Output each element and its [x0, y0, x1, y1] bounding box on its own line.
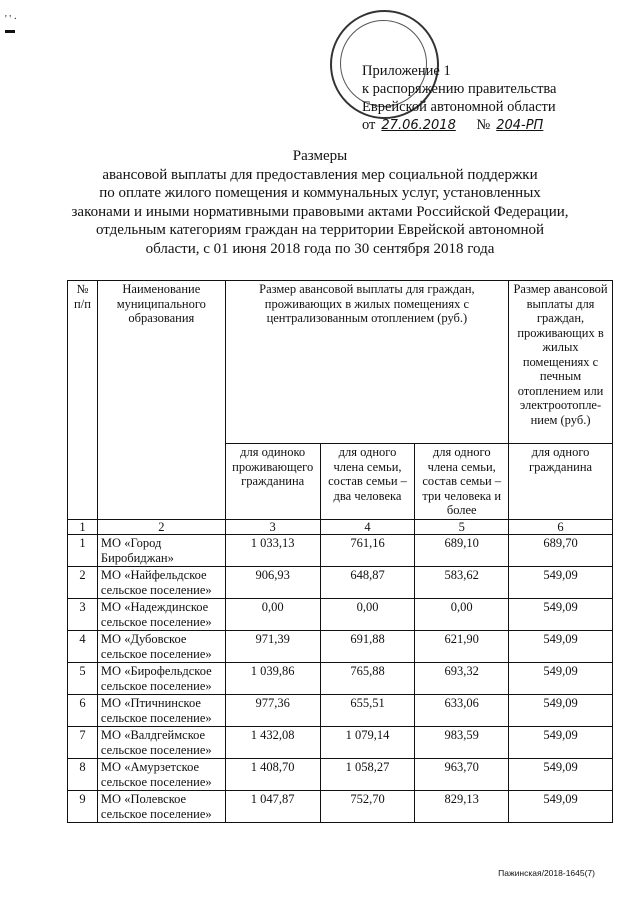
col-number: 5 [415, 519, 509, 535]
col-number: 3 [225, 519, 320, 535]
value-three-plus: 829,13 [415, 791, 509, 823]
value-stove: 549,09 [509, 663, 613, 695]
value-two-person: 761,16 [320, 535, 415, 567]
value-stove: 689,70 [509, 535, 613, 567]
table-row [68, 535, 613, 567]
row-number: 7 [68, 727, 98, 759]
value-single: 977,36 [225, 695, 320, 727]
header-stove: Размер авансовой выплаты для граждан, проживающих в жилых помещениях с печным отоплением или электроотопле-нием (руб.) [509, 281, 613, 444]
table-row [68, 663, 613, 695]
header-sub3: для одного члена семьи, состав семьи – три человека и более [415, 444, 509, 520]
value-single: 971,39 [225, 631, 320, 663]
appendix-date-number [362, 116, 557, 135]
value-three-plus: 983,59 [415, 727, 509, 759]
value-three-plus: 633,06 [415, 695, 509, 727]
value-stove: 549,09 [509, 759, 613, 791]
title-line: авансовой выплаты для предоставления мер социальной поддержки [102, 166, 538, 183]
row-number: 6 [68, 695, 98, 727]
value-single: 1 432,08 [225, 727, 320, 759]
value-three-plus: 693,32 [415, 663, 509, 695]
row-number: 2 [68, 567, 98, 599]
payments-table [67, 280, 613, 823]
value-single: 906,93 [225, 567, 320, 599]
appendix-line1: Приложение 1 [362, 63, 451, 79]
table-row [68, 759, 613, 791]
value-three-plus: 963,70 [415, 759, 509, 791]
value-three-plus: 583,62 [415, 567, 509, 599]
municipality-name: МО «Валдгеймское сельское поселение» [97, 727, 225, 759]
row-number: 5 [68, 663, 98, 695]
municipality-name: МО «Амурзетское сельское поселение» [97, 759, 225, 791]
value-two-person: 752,70 [320, 791, 415, 823]
value-stove: 549,09 [509, 791, 613, 823]
title-line: области, с 01 июня 2018 года по 30 сентября 2018 года [145, 240, 495, 257]
header-sub1: для одиноко проживающего гражданина [225, 444, 320, 520]
appendix-block [362, 62, 557, 135]
date-prefix: от [362, 117, 376, 133]
header-central: Размер авансовой выплаты для граждан, проживающих в жилых помещениях с централизованным отоплением (руб.) [225, 281, 508, 444]
row-number: 4 [68, 631, 98, 663]
scan-marks: ' ' · ▬ [5, 14, 17, 36]
row-number: 3 [68, 599, 98, 631]
value-two-person: 765,88 [320, 663, 415, 695]
row-number: 8 [68, 759, 98, 791]
municipality-name: МО «Дубовское сельское поселение» [97, 631, 225, 663]
value-stove: 549,09 [509, 631, 613, 663]
value-two-person: 655,51 [320, 695, 415, 727]
value-three-plus: 0,00 [415, 599, 509, 631]
title-line: законами и иными нормативными правовыми актами Российской Федерации, [71, 203, 569, 220]
value-two-person: 1 058,27 [320, 759, 415, 791]
row-number: 1 [68, 535, 98, 567]
header-name: Наименование муниципального образования [97, 281, 225, 520]
value-single: 1 047,87 [225, 791, 320, 823]
value-single: 1 408,70 [225, 759, 320, 791]
table-row [68, 791, 613, 823]
title-line: отдельным категориям граждан на территории Еврейской автономной [95, 222, 545, 238]
table-row [68, 567, 613, 599]
header-sub4: для одного гражданина [509, 444, 613, 520]
appendix-line2: к распоряжению правительства [362, 81, 557, 97]
col-number: 6 [509, 519, 613, 535]
column-number-row [68, 519, 613, 535]
value-single: 0,00 [225, 599, 320, 631]
value-stove: 549,09 [509, 695, 613, 727]
number-prefix: № [476, 117, 491, 133]
appendix-line3: Еврейской автономной области [362, 99, 556, 115]
header-num: № п/п [68, 281, 98, 520]
value-three-plus: 689,10 [415, 535, 509, 567]
value-stove: 549,09 [509, 727, 613, 759]
value-two-person: 648,87 [320, 567, 415, 599]
table-row [68, 599, 613, 631]
col-number: 4 [320, 519, 415, 535]
document-title [0, 147, 640, 258]
number-handwritten: 204-РП [496, 118, 544, 133]
header-sub2: для одного члена семьи, состав семьи – два человека [320, 444, 415, 520]
value-stove: 549,09 [509, 567, 613, 599]
table-row [68, 631, 613, 663]
municipality-name: МО «Надеждинское сельское поселение» [97, 599, 225, 631]
value-single: 1 039,86 [225, 663, 320, 695]
municipality-name: МО «Птичнинское сельское поселение» [97, 695, 225, 727]
title-line: Размеры [292, 148, 348, 164]
value-two-person: 0,00 [320, 599, 415, 631]
municipality-name: МО «Город Биробиджан» [97, 535, 225, 567]
table-row [68, 695, 613, 727]
col-number: 1 [68, 519, 98, 535]
date-handwritten: 27.06.2018 [381, 118, 456, 133]
value-three-plus: 621,90 [415, 631, 509, 663]
title-line: по оплате жилого помещения и коммунальных услуг, установленных [99, 185, 541, 201]
value-two-person: 691,88 [320, 631, 415, 663]
municipality-name: МО «Найфельдское сельское поселение» [97, 567, 225, 599]
table-row [68, 727, 613, 759]
municipality-name: МО «Полевское сельское поселение» [97, 791, 225, 823]
row-number: 9 [68, 791, 98, 823]
municipality-name: МО «Бирофельдское сельское поселение» [97, 663, 225, 695]
col-number: 2 [97, 519, 225, 535]
value-stove: 549,09 [509, 599, 613, 631]
value-single: 1 033,13 [225, 535, 320, 567]
footer-reference: Пажинская/2018-1645(7) [498, 868, 595, 878]
value-two-person: 1 079,14 [320, 727, 415, 759]
